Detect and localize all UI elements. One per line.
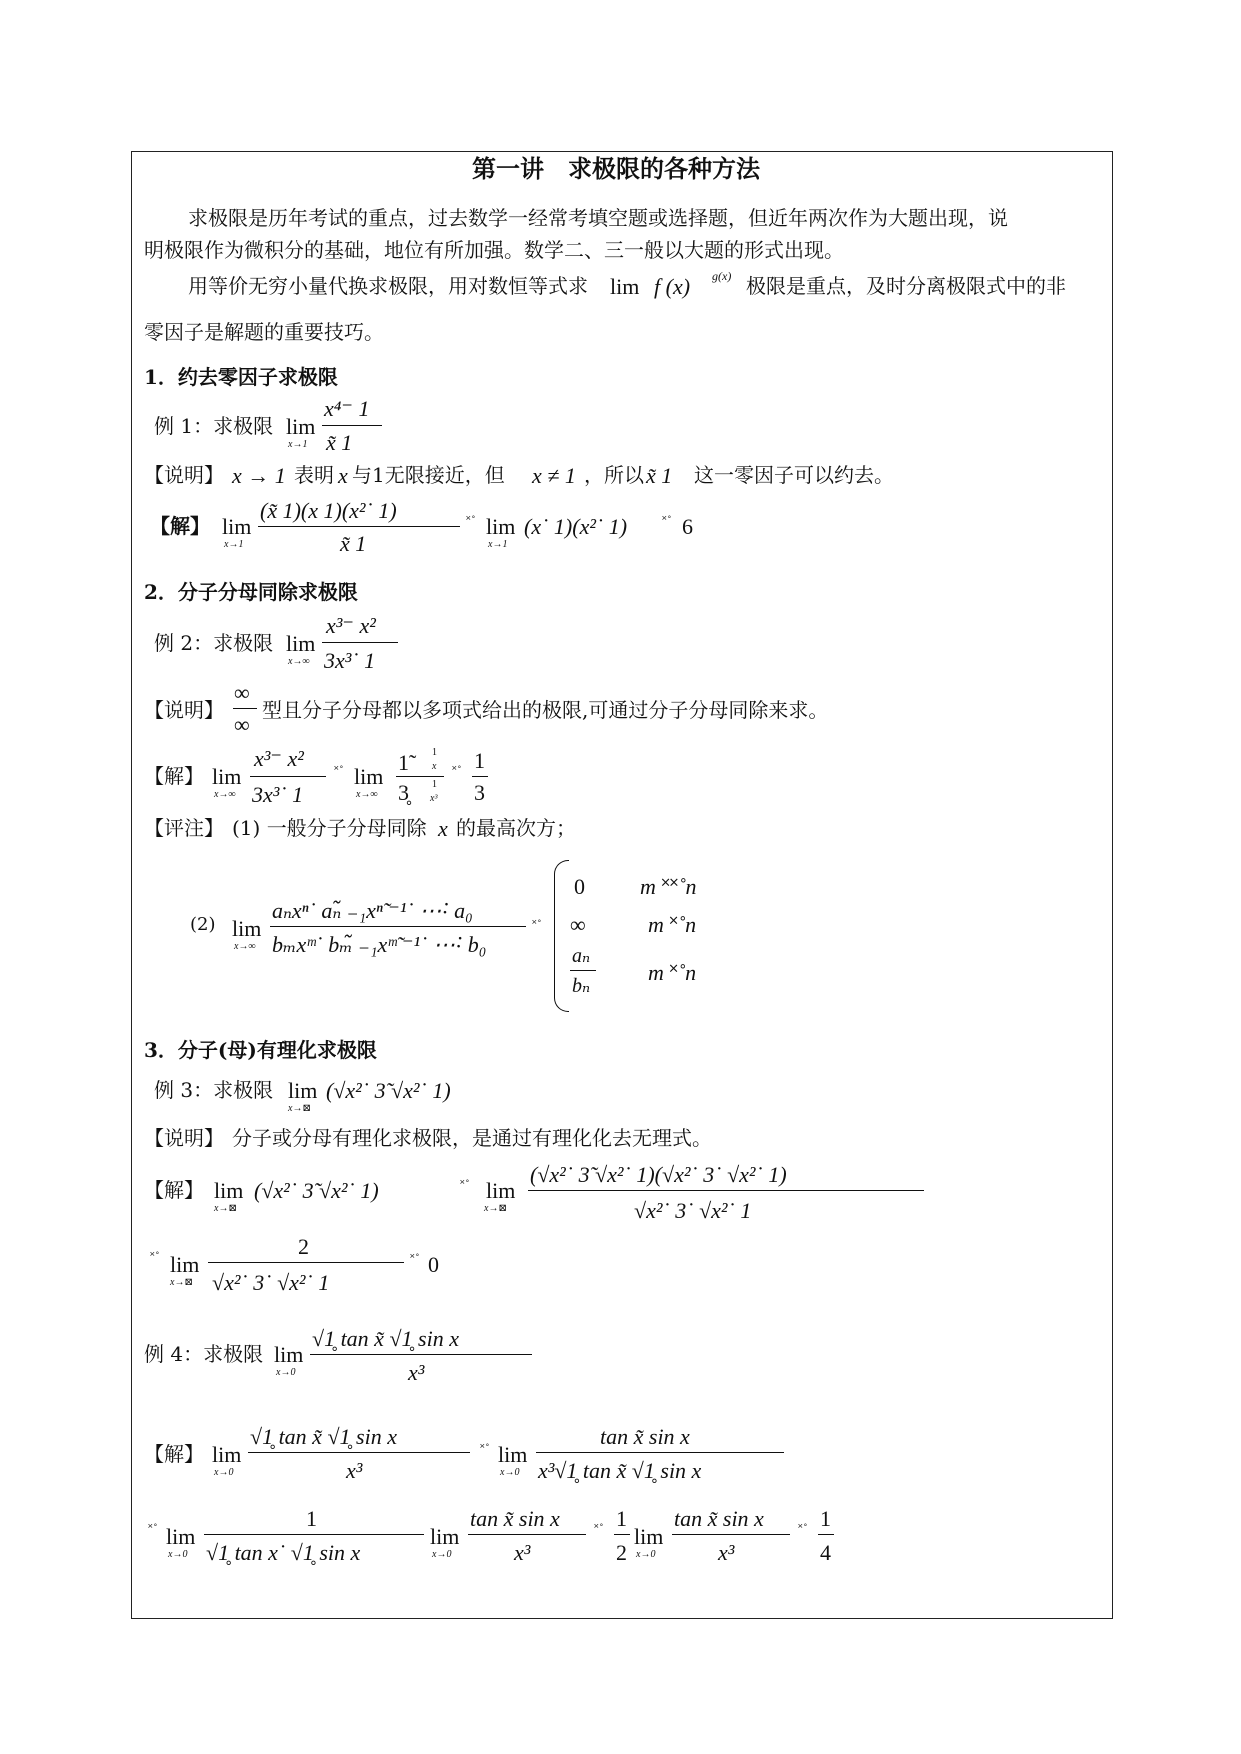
sol3-fraction-bar	[528, 1190, 924, 1191]
ex2-lim: lim	[286, 631, 316, 656]
c2-denominator: bₘxᵐ˙ bₘ̃ ₋₁xᵐ̃ ⁻¹˙ ⋯˸ b₀	[272, 932, 487, 957]
sol3-num3: 2	[298, 1234, 309, 1259]
sol4-eq2: ˟˚	[148, 1521, 157, 1535]
note-1-c: x	[338, 463, 348, 488]
intro-f: f (x)	[654, 274, 691, 299]
sol2-num2c: x	[432, 761, 437, 772]
sol3-lim: lim	[214, 1178, 244, 1203]
comment-1-post: 的最高次方；	[456, 816, 576, 840]
sol4-sub3: x→0	[168, 1549, 188, 1560]
sol3-expr: (√x²˙ 3̃ √x²˙ 1)	[254, 1178, 379, 1203]
sol4-eq1: ˟˚	[480, 1441, 489, 1455]
note-2-text: 型且分子分母都以多项式给出的极限,可通过分子分母同除来求。	[262, 698, 829, 722]
sol4-eq4: ˟˚	[798, 1521, 807, 1535]
sol4-den5: x³	[718, 1540, 735, 1565]
intro-line-3: 用等价无穷小量代换求极限，用对数恒等式求	[188, 274, 588, 298]
case-1-condition: m ˟˟˚n	[640, 874, 697, 899]
ex3-lim: lim	[288, 1078, 318, 1103]
sol4-sub4: x→0	[432, 1549, 452, 1560]
sol3-lim3: lim	[170, 1252, 200, 1277]
sol3-numerator: (√x²˙ 3̃ √x²˙ 1)(√x²˙ 3˙ √x²˙ 1)	[530, 1162, 787, 1187]
c2-lim: lim	[232, 916, 262, 941]
sol2-fraction-bar-2	[396, 776, 444, 777]
sol2-num2: 1̃	[398, 750, 409, 775]
note-1-d: 与1无限接近，但	[352, 463, 505, 487]
sol1-expr2: (x˙ 1)(x²˙ 1)	[524, 514, 628, 539]
example-1-label: 例 1：求极限	[154, 414, 274, 438]
sol1-eq2: ˟˚	[662, 513, 671, 527]
sol2-numerator: x³⁻ x²	[254, 746, 304, 771]
solution-4-label: 【解】	[144, 1442, 204, 1466]
case-3-num: aₙ	[572, 945, 591, 967]
note-1-a: x → 1	[232, 463, 286, 488]
sol4-sub2: x→0	[500, 1467, 520, 1478]
section-1-heading: 1．约去零因子求极限	[144, 365, 338, 389]
sol4-num5: tan x̃ sin x	[674, 1506, 764, 1531]
note-2-frac-num: ∞	[234, 680, 250, 705]
note-2-frac-bar	[233, 708, 257, 709]
sol4-result-bar	[818, 1534, 834, 1535]
page-title: 第一讲 求极限的各种方法	[472, 154, 760, 183]
ex4-lim: lim	[274, 1342, 304, 1367]
sol4-half-num: 1	[616, 1506, 627, 1531]
note-2-label: 【说明】	[144, 698, 224, 722]
sol4-den4: x³	[514, 1540, 531, 1565]
case-1-value: 0	[574, 874, 585, 899]
ex1-denominator: x̃ 1	[326, 430, 353, 455]
sol3-fraction-bar-2	[208, 1262, 404, 1263]
sol2-result-num: 1	[474, 748, 485, 773]
sol3-result: 0	[428, 1252, 439, 1277]
sol2-sub2: x→∞	[356, 789, 378, 800]
sol1-sub2: x→1	[488, 539, 508, 550]
sol4-num2: tan x̃ sin x	[600, 1424, 690, 1449]
sol2-result-den: 3	[474, 780, 485, 805]
solution-2-label: 【解】	[144, 764, 204, 788]
sol3-sub3: x→⊠	[170, 1277, 193, 1288]
example-4-label: 例 4：求极限	[144, 1342, 264, 1366]
sol2-den2b: 1	[432, 779, 437, 790]
sol4-fraction-bar	[248, 1452, 470, 1453]
sol3-denominator: √x²˙ 3˙ √x²˙ 1	[634, 1198, 752, 1223]
example-2-label: 例 2：求极限	[154, 631, 274, 655]
note-1-f: ，所以	[584, 463, 644, 487]
sol1-sub: x→1	[224, 539, 244, 550]
section-2-heading: 2．分子分母同除求极限	[144, 580, 358, 604]
sol1-result: 6	[682, 514, 693, 539]
sol3-den3: √x²˙ 3˙ √x²˙ 1	[212, 1270, 330, 1295]
sol4-lim2: lim	[498, 1442, 528, 1467]
sol3-eq1: ˟˚	[460, 1177, 469, 1191]
ex2-sub: x→∞	[288, 656, 310, 667]
intro-line-4: 零因子是解题的重要技巧。	[144, 320, 384, 344]
sol4-numerator: √1̥ tan x̃ √1̥ sin x	[250, 1424, 397, 1449]
sol2-denominator: 3x³˙ 1	[252, 782, 304, 807]
ex4-sub: x→0	[276, 1367, 296, 1378]
sol4-num3: 1	[306, 1506, 317, 1531]
note-1-g: x̃ 1	[646, 463, 673, 488]
sol1-denominator: x̃ 1	[340, 531, 367, 556]
sol4-result-den: 4	[820, 1540, 831, 1565]
intro-line-3-post: 极限是重点，及时分离极限式中的非	[746, 274, 1066, 298]
intro-g: g(x)	[712, 269, 732, 283]
section-3-heading: 3．分子(母)有理化求极限	[144, 1038, 377, 1062]
sol4-lim4: lim	[430, 1524, 460, 1549]
note-2-frac-den: ∞	[234, 712, 250, 737]
sol1-lim2: lim	[486, 514, 516, 539]
sol4-den2: x³√1̥ tan x̃ √1̥ sin x	[538, 1458, 702, 1483]
sol4-num4: tan x̃ sin x	[470, 1506, 560, 1531]
sol1-numerator: (x̃ 1)(x 1)(x²˙ 1)	[260, 498, 397, 523]
sol3-lim2: lim	[486, 1178, 516, 1203]
note-1-h: 这一零因子可以约去。	[694, 463, 894, 487]
ex1-fraction-bar	[322, 425, 382, 426]
case-2-condition: m ˟˚n	[648, 912, 697, 937]
ex1-sub: x→1	[288, 439, 308, 450]
intro-line-1: 求极限是历年考试的重点，过去数学一经常考填空题或选择题，但近年两次作为大题出现，说	[188, 206, 1008, 230]
sol4-half-bar	[614, 1534, 630, 1535]
case-3-den: bₙ	[572, 975, 591, 997]
ex4-numerator: √1̥ tan x̃ √1̥ sin x	[312, 1326, 459, 1351]
sol2-fraction-bar	[250, 776, 326, 777]
case-2-value: ∞	[570, 912, 586, 937]
sol2-lim2: lim	[354, 764, 384, 789]
sol4-fraction-bar-4	[468, 1534, 586, 1535]
cases-brace	[554, 860, 569, 1012]
ex1-lim: lim	[286, 414, 316, 439]
sol2-lim: lim	[212, 764, 242, 789]
ex2-denominator: 3x³˙ 1	[324, 648, 376, 673]
sol4-lim: lim	[212, 1442, 242, 1467]
sol4-fraction-bar-2	[536, 1452, 784, 1453]
note-3-text: 分子或分母有理化求极限，是通过有理化化去无理式。	[232, 1126, 712, 1150]
comment-1: (1) 一般分子分母同除	[232, 816, 427, 840]
sol4-eq3: ˟˚	[594, 1521, 603, 1535]
ex2-numerator: x³⁻ x²	[326, 613, 376, 638]
sol4-sub: x→0	[214, 1467, 234, 1478]
ex3-sub: x→⊠	[288, 1103, 311, 1114]
sol2-result-bar	[472, 776, 488, 777]
sol4-half-den: 2	[616, 1540, 627, 1565]
comment-2-label: (2)	[190, 914, 216, 935]
case-3-condition: m ˟˚n	[648, 960, 697, 985]
sol4-lim5: lim	[634, 1524, 664, 1549]
ex1-numerator: x⁴⁻ 1	[324, 396, 370, 421]
sol3-sub2: x→⊠	[484, 1203, 507, 1214]
sol2-eq2: ˟˚	[452, 763, 461, 777]
note-1-e: x ≠ 1	[532, 463, 576, 488]
ex4-fraction-bar	[310, 1354, 532, 1355]
ex2-fraction-bar	[322, 642, 398, 643]
sol4-sub5: x→0	[636, 1549, 656, 1560]
intro-line-2: 明极限作为微积分的基础，地位有所加强。数学二、三一般以大题的形式出现。	[144, 238, 844, 262]
sol4-fraction-bar-3	[204, 1534, 424, 1535]
sol4-result-num: 1	[820, 1506, 831, 1531]
comment-label: 【评注】	[144, 816, 224, 840]
sol4-fraction-bar-5	[672, 1534, 790, 1535]
sol2-den2: 3̥	[398, 780, 409, 805]
comment-1-x: x	[438, 816, 448, 841]
sol4-lim3: lim	[166, 1524, 196, 1549]
note-1-label: 【说明】	[144, 463, 224, 487]
sol3-sub: x→⊠	[214, 1203, 237, 1214]
sol3-eq3: ˟˚	[410, 1251, 419, 1265]
sol1-eq1: ˟˚	[466, 513, 475, 527]
sol1-lim: lim	[222, 514, 252, 539]
c2-numerator: aₙxⁿ˙ aₙ̃ ₋₁xⁿ̃ ⁻¹˙ ⋯˸ a₀	[272, 898, 473, 923]
c2-eq: ˟˚	[532, 917, 541, 931]
sol4-denominator: x³	[346, 1458, 363, 1483]
solution-3-label: 【解】	[144, 1178, 204, 1202]
intro-lim: lim	[610, 274, 640, 299]
sol3-eq2: ˟˚	[150, 1249, 159, 1263]
sol2-eq1: ˟˚	[334, 763, 343, 777]
example-3-label: 例 3：求极限	[154, 1078, 274, 1102]
sol2-den2c: x³	[430, 793, 438, 804]
ex4-denominator: x³	[408, 1360, 425, 1385]
sol4-den3: √1̥ tan x˙ √1̥ sin x	[206, 1540, 361, 1565]
sol2-num2b: 1	[432, 747, 437, 758]
sol2-sub: x→∞	[214, 789, 236, 800]
c2-sub: x→∞	[234, 941, 256, 952]
case-3-bar	[570, 970, 596, 971]
note-3-label: 【说明】	[144, 1126, 224, 1150]
note-1-b: 表明	[294, 463, 334, 487]
sol1-fraction-bar	[258, 526, 460, 527]
c2-fraction-bar	[270, 926, 526, 927]
ex3-expr: (√x²˙ 3̃ √x²˙ 1)	[326, 1078, 451, 1103]
solution-1-label: 【解】	[150, 514, 210, 538]
